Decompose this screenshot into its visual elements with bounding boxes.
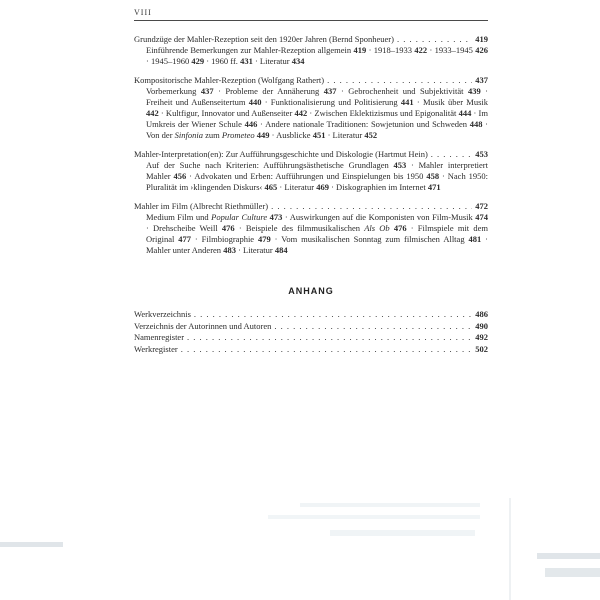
header-rule — [134, 20, 488, 21]
toc-entry — [134, 75, 488, 141]
anhang-entry — [134, 332, 488, 344]
scan-artifact — [268, 515, 480, 519]
anhang-entry-page: 490 — [475, 320, 488, 331]
toc-entry-page: 437 — [475, 75, 488, 85]
dot-leader — [194, 309, 472, 321]
dot-leader — [431, 149, 472, 160]
anhang-entry — [134, 344, 488, 356]
toc-entry — [134, 34, 488, 67]
dot-leader — [271, 201, 472, 212]
folio-number: VIII — [134, 8, 152, 17]
anhang-entry-label: Namenregister — [134, 332, 185, 342]
page-header — [134, 8, 488, 21]
toc-entry-page: 419 — [475, 34, 488, 44]
dot-leader — [187, 332, 472, 344]
dot-leader — [397, 34, 472, 45]
anhang-heading: ANHANG — [288, 286, 334, 296]
anhang-list — [134, 309, 488, 355]
dot-leader — [327, 75, 472, 86]
page-content — [134, 8, 488, 355]
toc-entry-detail: Medium Film und Popular Culture 473 · Auswirkungen auf die Komponisten von Film-Musik 474 · Drehscheibe Weill 476 · Beispiele des filmmusikalischen Als Ob 476 · Filmspiele mit dem Original 477 · Filmbiographie 479 · Vom musikalischen Sonntag zum filmischen Alltag 481 · Mahler unter Anderen 483 · Literatur 484 — [146, 212, 489, 255]
toc-entry-title: Grundzüge der Mahler-Rezeption seit den 1920er Jahren (Bernd Sponheuer) — [134, 34, 394, 44]
toc-entry-page: 453 — [475, 149, 488, 159]
toc-entry-title-line — [134, 201, 488, 212]
toc-entry — [134, 149, 488, 193]
toc-entry-title: Kompositorische Mahler-Rezeption (Wolfgang Rathert) — [134, 75, 325, 85]
toc-entry-title: Mahler-Interpretation(en): Zur Aufführungsgeschichte und Diskologie (Hartmut Hein) — [134, 149, 428, 159]
toc-entry-detail: Einführende Bemerkungen zur Mahler-Rezeption allgemein 419 · 1918–1933 422 · 1933–1945 426 · 1945–1960 429 · 1960 ff. 431 · Literatur 434 — [146, 45, 488, 66]
anhang-entry-page: 486 — [475, 309, 488, 319]
anhang-entry — [134, 309, 488, 321]
anhang-entry-label: Werkverzeichnis — [134, 309, 191, 319]
scan-artifact — [300, 503, 480, 507]
anhang-entry-page: 492 — [475, 332, 488, 342]
anhang-entry-label: Verzeichnis der Autorinnen und Autoren — [134, 320, 272, 331]
scan-artifact — [545, 568, 600, 577]
scan-artifact — [509, 498, 511, 600]
toc-entry-title-line — [134, 149, 488, 160]
toc-entry-detail: Auf der Suche nach Kriterien: Aufführungsästhetische Grundlagen 453 · Mahler interpretiert Mahler 456 · Advokaten und Erben: Aufführungen und Einspielungen bis 1950 458 · Nach 1950: Pluralität im ›klingenden Diskurs‹ 465 · Literatur 469 · Diskographien im Internet 471 — [146, 160, 489, 192]
dot-leader — [274, 321, 472, 333]
toc — [134, 34, 488, 256]
scan-artifact — [330, 530, 475, 536]
scan-artifact — [0, 542, 63, 547]
toc-entry-page: 472 — [475, 201, 488, 211]
toc-entry-detail: Vorbemerkung 437 · Probleme der Annäherung 437 · Gebrochenheit und Subjektivität 439 · Freiheit und Außenseitertum 440 · Funktionalisierung und Politisierung 441 · Musik über Musik 442 · Kultfigur, Innovator und Außenseiter 442 · Zwischen Eklektizismus und Epigonalität 444 · Im Umkreis der Wiener Schule 446 · Andere nationale Traditionen: Sowjetunion und Schweden 448 · Von der Sinfonia zum Prometeo 449 · Ausblicke 451 · Literatur 452 — [146, 86, 489, 140]
toc-entry-title: Mahler im Film (Albrecht Riethmüller) — [134, 201, 269, 211]
scan-artifact — [537, 553, 600, 559]
toc-entry — [134, 201, 488, 256]
anhang-entry-label: Werkregister — [134, 343, 178, 354]
anhang-entry — [134, 321, 488, 333]
toc-entry-title-line — [134, 75, 488, 86]
dot-leader — [181, 344, 473, 356]
anhang-entry-page: 502 — [475, 343, 488, 354]
toc-entry-title-line — [134, 34, 488, 45]
